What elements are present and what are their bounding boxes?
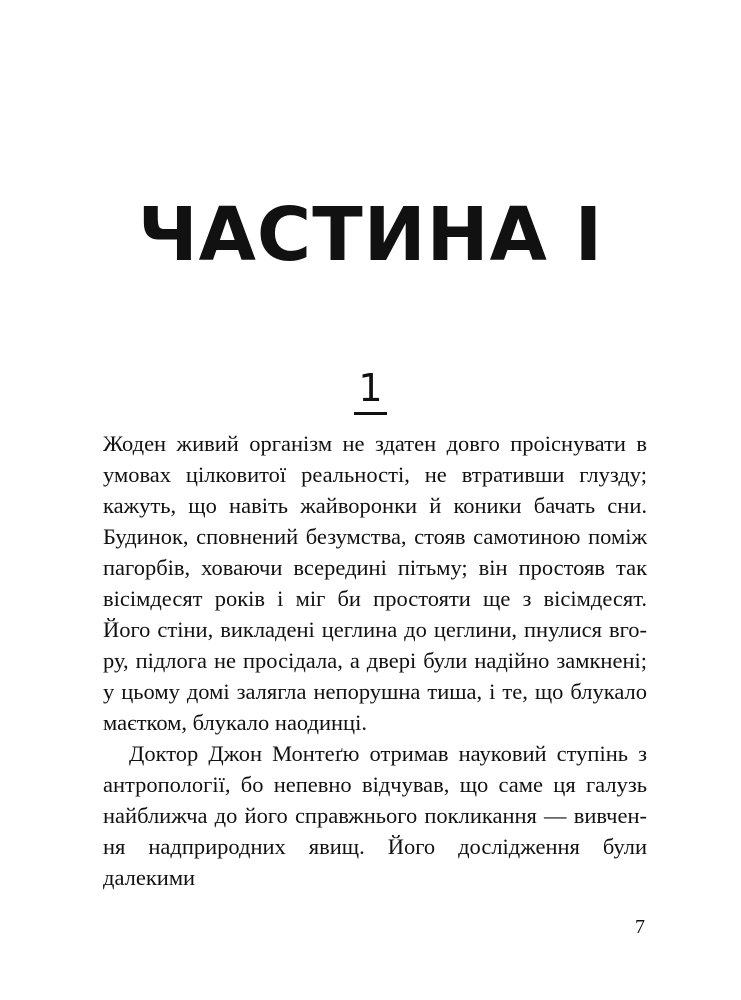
paragraph-2: Доктор Джон Монтеґю отримав науковий ступінь з антропології, бо непевно відчував, що саме ця галузь найближча до його справжнього покликання — вивчення надприродних явищ. Його дослідження були далекими [103,741,647,890]
body-text [103,428,647,893]
paragraph-1: Жоден живий організм не здатен довго проіснувати в умовах цілковитої реальності, не втративши глузду; кажуть, що навіть жайворонки й коники бачать сни. Будинок, сповнений безумства, стояв самотиною поміж пагорбів, ховаючи всередині пітьму; він простояв так вісімдесят років і міг би простояти ще з вісімдесят. Його стіни, викладені цеглина до цеглини, пнулися вгору, підлога не просідала, а двері були надійно замкнені; у цьому домі залягла непорушна тиша, і те, що блукало маєтком, блукало наодинці. [103,431,647,735]
part-title: ЧАСТИНА I [137,192,604,278]
chapter-number-text: 1 [354,366,386,415]
page-number: 7 [635,916,645,938]
chapter-number [0,366,741,415]
